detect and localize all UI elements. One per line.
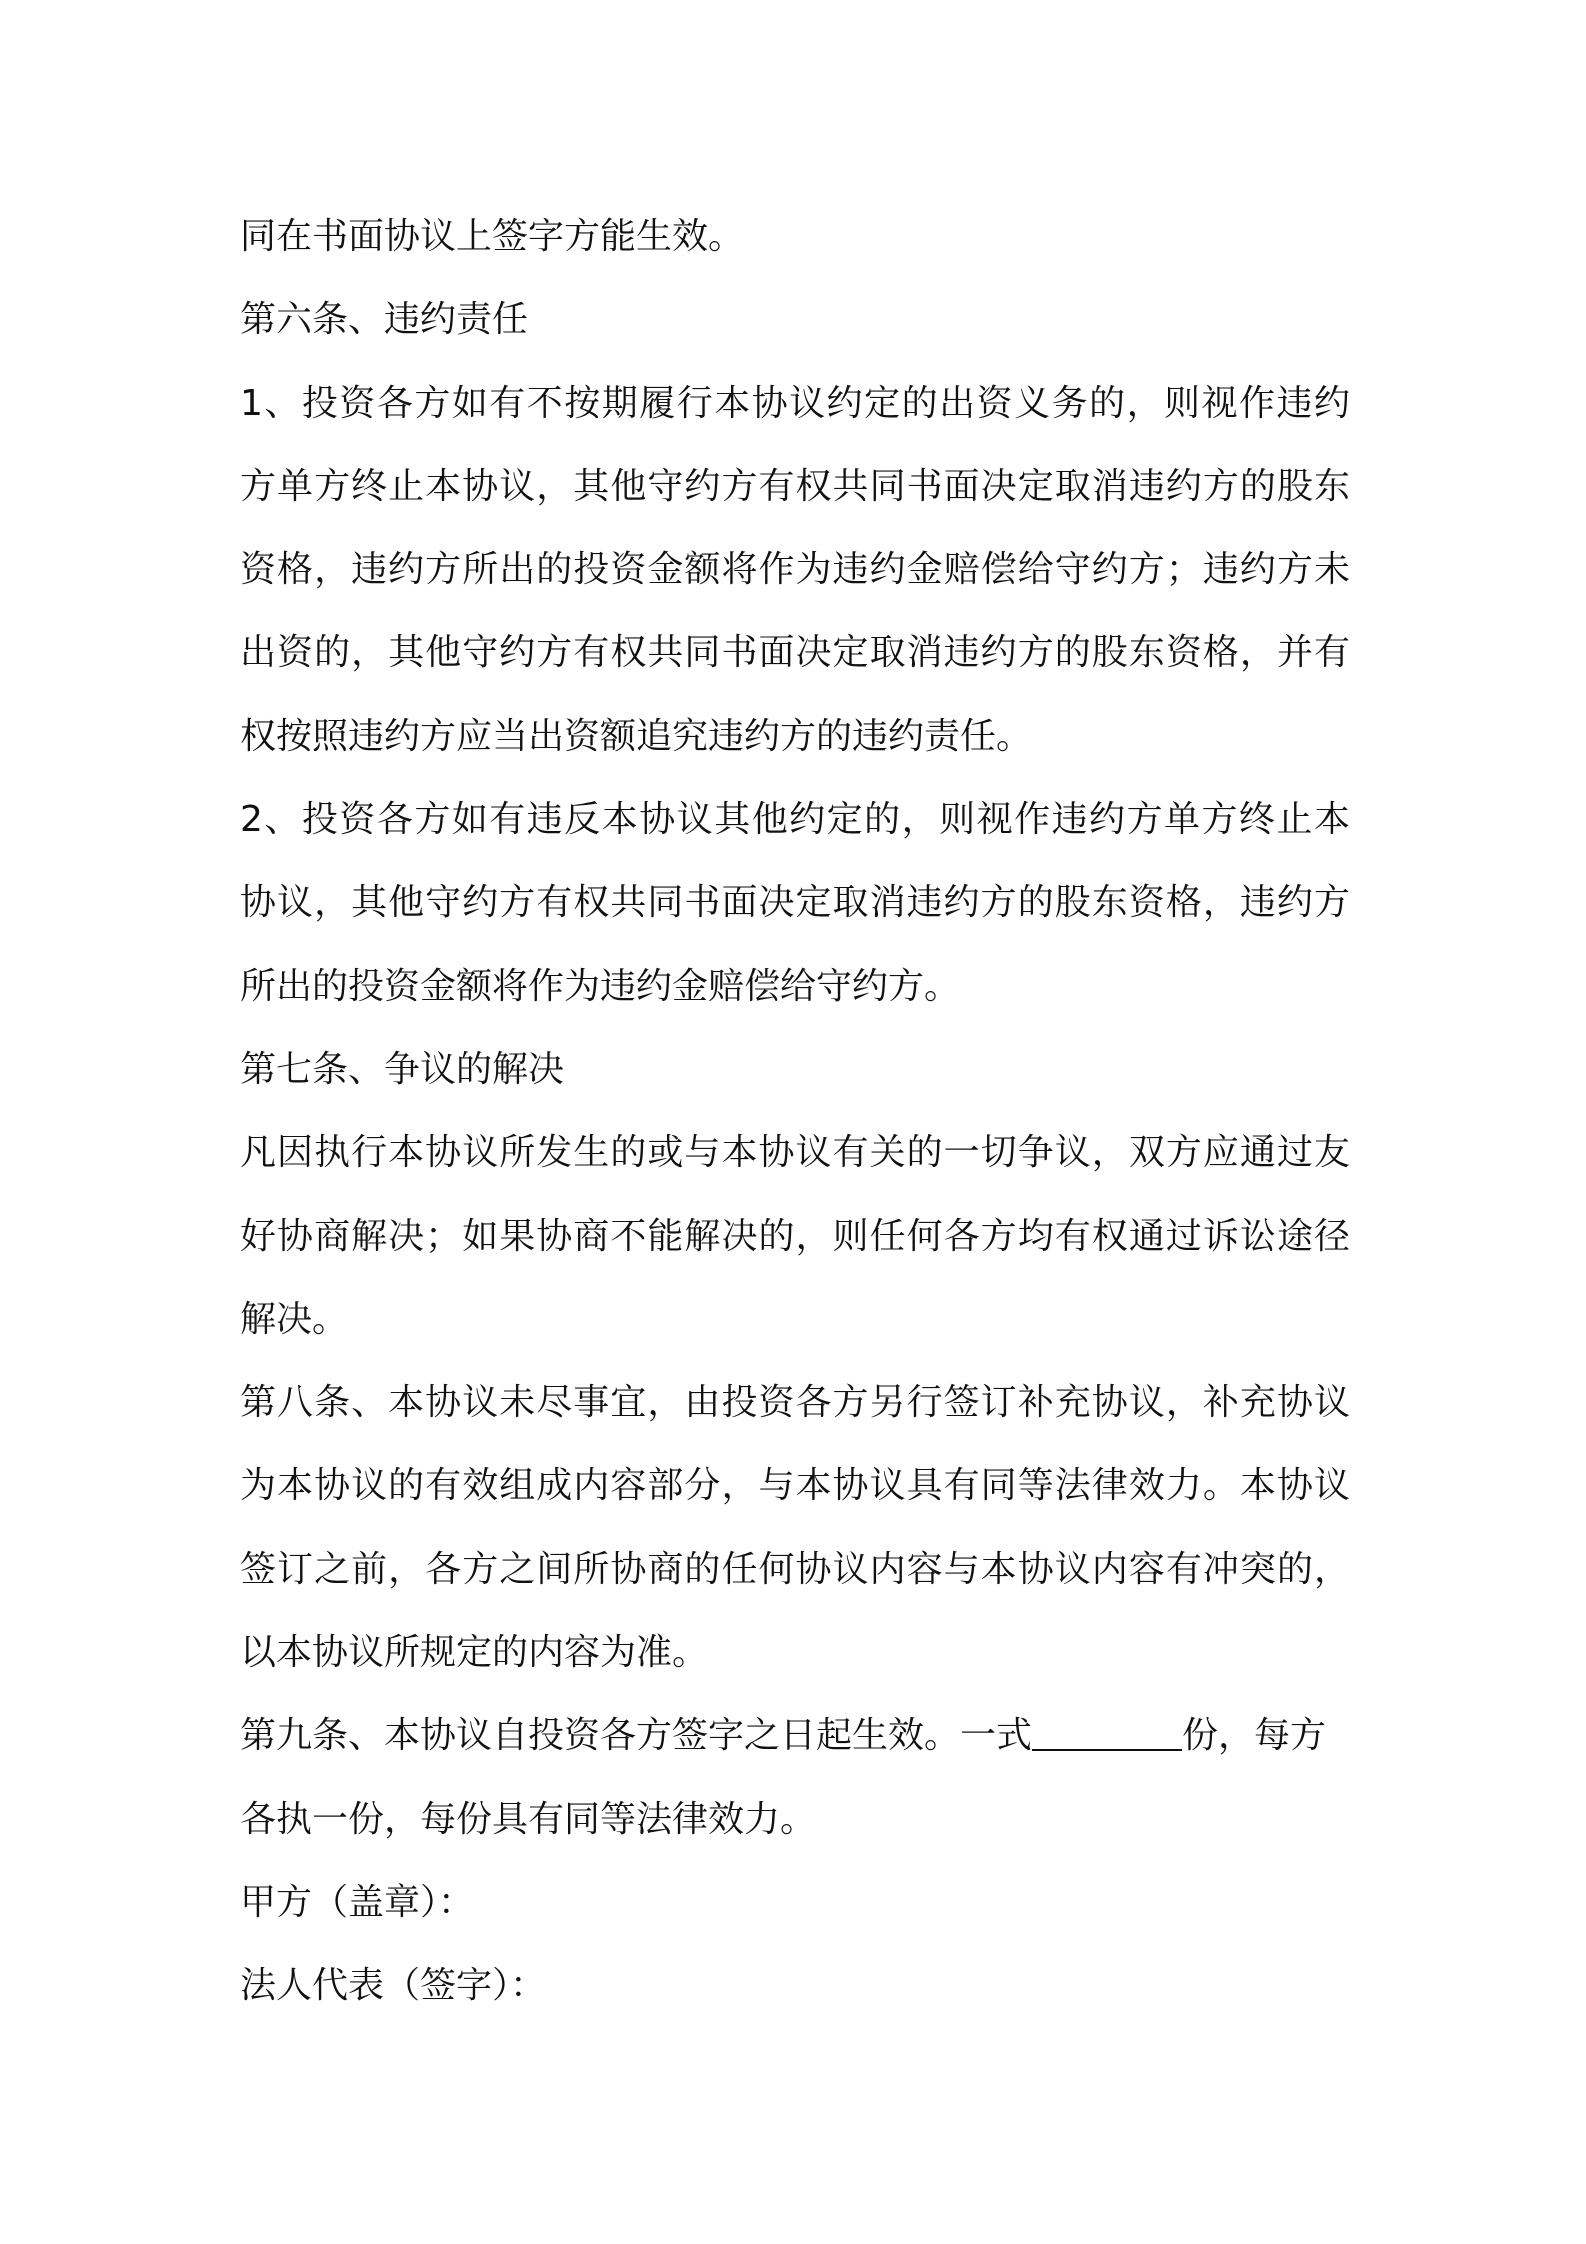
article-6-heading: 第六条、违约责任	[240, 299, 529, 341]
text-line: 出资的，其他守约方有权共同书面决定取消违约方的股东资格，并有	[240, 632, 1350, 674]
text-line: 凡因执行本协议所发生的或与本协议有关的一切争议，双方应通过友	[240, 1132, 1350, 1174]
text-line: 为本协议的有效组成内容部分，与本协议具有同等法律效力。本协议	[240, 1465, 1350, 1507]
text-line: 2、投资各方如有违反本协议其他约定的，则视作违约方单方终止本	[240, 799, 1350, 841]
text-line: 解决。	[240, 1298, 349, 1340]
text-line: 资格，违约方所出的投资金额将作为违约金赔偿给守约方；违约方未	[240, 549, 1350, 591]
article-8-text: 第八条、本协议未尽事宜，由投资各方另行签订补充协议，补充协议	[240, 1382, 1350, 1424]
text-line: 协议，其他守约方有权共同书面决定取消违约方的股东资格，违约方	[240, 882, 1350, 924]
text-line: 签订之前，各方之间所协商的任何协议内容与本协议内容有冲突的，	[240, 1548, 1350, 1590]
article-9-tail: 份，每方	[1182, 1715, 1327, 1757]
article-9-lead: 第九条、本协议自投资各方签字之日起生效。一式	[240, 1715, 1033, 1757]
legal-representative-signature-label: 法人代表（签字）：	[240, 1965, 547, 2007]
text-line: 1、投资各方如有不按期履行本协议约定的出资义务的，则视作违约	[240, 382, 1350, 424]
copies-blank	[1032, 1713, 1182, 1751]
text-line: 各执一份，每份具有同等法律效力。	[240, 1798, 817, 1840]
article-9-text	[240, 1694, 1350, 1777]
text-line: 所出的投资金额将作为违约金赔偿给守约方。	[240, 965, 961, 1007]
text-line: 同在书面协议上签字方能生效。	[240, 216, 745, 257]
article-7-heading: 第七条、争议的解决	[240, 1048, 565, 1090]
document-body	[240, 195, 1350, 2028]
text-line: 权按照违约方应当出资额追究违约方的违约责任。	[240, 715, 1033, 757]
party-a-seal-label: 甲方（盖章）：	[240, 1881, 475, 1923]
text-line: 方单方终止本协议，其他守约方有权共同书面决定取消违约方的股东	[240, 465, 1350, 507]
text-line: 好协商解决；如果协商不能解决的，则任何各方均有权通过诉讼途径	[240, 1215, 1350, 1257]
text-line: 以本协议所规定的内容为准。	[240, 1632, 709, 1674]
